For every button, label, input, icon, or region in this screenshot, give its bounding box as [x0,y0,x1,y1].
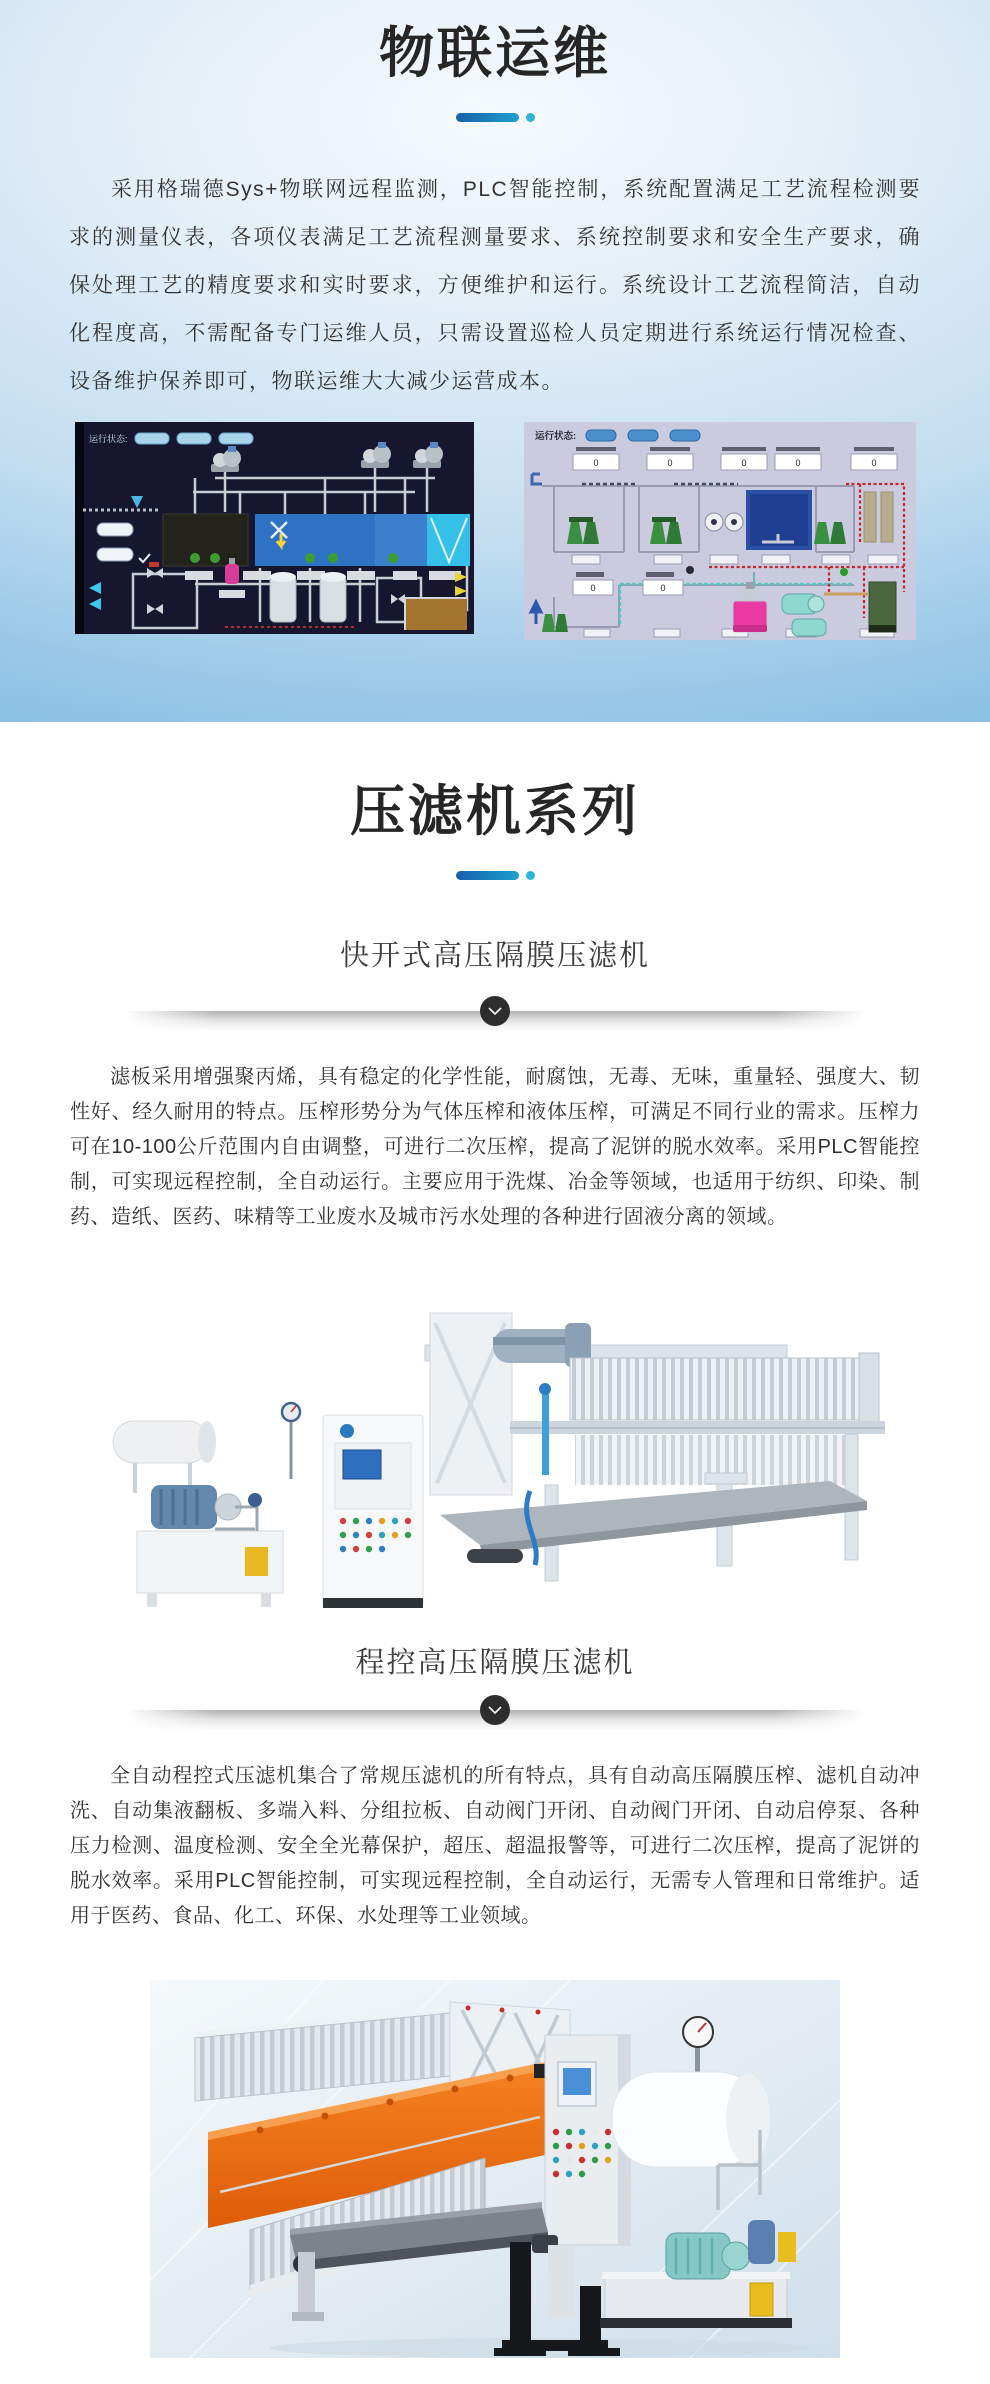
product-name: 快开式高压隔膜压滤机 [339,940,650,972]
product-description: 全自动程控式压滤机集合了常规压滤机的所有特点，具有自动高压隔膜压榨、滤机自动冲洗、自动集液翻板、多端入料、分组拉板、自动阀门开闭、自动阀门开闭、自动启停泵、各种压力检测、温度检测、安全全光幕保护，超压、超温报警等，可进行二次压榨，提高了泥饼的脱水效率。采用PLC智能控制，可实现远程控制，全自动运行，无需专人管理和日常维护。适用于医药、食品、化工、环保、水处理等工业领域。 [70,1765,920,1927]
tail-plate [859,1353,879,1427]
yellow-filter-box [750,2283,773,2316]
meter-value: 0 [870,458,877,468]
scada-screenshot-light [524,422,916,640]
valve-icon [686,566,694,574]
title-underline-decoration [0,870,990,880]
control-cabinet [323,1415,423,1608]
product-description: 滤板采用增强聚丙烯，具有稳定的化学性能，耐腐蚀，无毒、无味，重量轻、强度大、韧性好、经久耐用的特点。压榨形势分为气体压榨和液体压榨，可满足不同行业的需求。压榨力可在10-100公斤范围内自由调整，可进行二次压榨，提高了泥饼的脱水效率。采用PLC智能控制，可实现远程控制，全自动运行。主要应用于洗煤、冶金等领域，也适用于纺织、印染、制药、造纸、医药、味精等工业废水及城市污水处理的各种进行固液分离的领域。 [70,1066,920,1228]
pressure-gauge [282,1403,300,1479]
gray-leg [298,2252,315,2314]
valve-actuator [149,562,159,567]
product-block-programmed [0,1647,990,2358]
scada-screenshot-dark [75,422,474,634]
accent-bar [456,113,519,122]
meter-value: 0 [740,458,747,468]
brand-logo [340,1424,354,1438]
accent-bar [456,871,519,880]
section-divider [125,990,865,1034]
accent-dot [526,113,535,122]
status-buttons [135,433,253,444]
product-photo-quick-open-press [95,1253,895,1625]
product-block-quick-open [0,940,990,1625]
status-label: 运行状态: [88,434,128,444]
filter-plate-pack-upper [570,1358,862,1420]
meter-value: 0 [794,458,801,468]
meter-value: 0 [666,458,673,468]
yellow-block [778,2232,796,2262]
chevron-down-icon [488,1706,502,1715]
product-name: 程控高压隔膜压滤机 [355,1647,635,1679]
iot-section [0,0,990,722]
iot-section-title: 物联运维 [378,22,611,84]
aeration-tank [746,490,812,550]
section-divider [125,1689,865,1733]
meter-value: 0 [659,583,666,593]
filter-section-title: 压滤机系列 [349,780,640,842]
sludge-tank [405,598,467,630]
title-underline-decoration [0,112,990,122]
iot-paragraph: 采用格瑞德Sys+物联网远程监测，PLC智能控制，系统配置满足工艺流程检测要求的测量仪表，各项仪表满足工艺流程测量要求、系统控制要求和安全生产要求，确保处理工艺的精度要求和实时要求，方便维护和运行。系统设计工艺流程简洁，自动化程度高，不需配备专门运维人员，只需设置巡检人员定期进行系统运行情况检查、设备维护保养即可，物联运维大大减少运营成本。 [69,178,921,393]
valve-block [248,1493,262,1507]
hydraulic-motor [151,1485,262,1531]
status-buttons [586,430,700,441]
filter-press-section [0,722,990,2384]
product-photo-programmed-press [150,1980,840,2358]
scada-screenshots-row [0,422,990,640]
accent-dot [526,871,535,880]
meter-value: 0 [592,458,599,468]
warning-sticker [245,1547,268,1576]
blue-pump-motor [748,2220,775,2264]
hydraulic-unit [137,1485,283,1607]
treatment-tanks [163,514,470,566]
air-receiver-tank [113,1421,216,1493]
control-cabinet [869,582,896,632]
status-label: 运行状态: [534,431,576,442]
chevron-down-button[interactable] [480,1695,510,1725]
meter-value: 0 [589,583,596,593]
cabinet-leg [548,2245,574,2317]
chevron-down-button[interactable] [480,996,510,1026]
chevron-down-icon [488,1007,502,1016]
hmi-screen [343,1450,381,1479]
gray-foot [292,2312,324,2321]
screenshot-edge [75,422,84,634]
valve-icon [840,568,848,576]
